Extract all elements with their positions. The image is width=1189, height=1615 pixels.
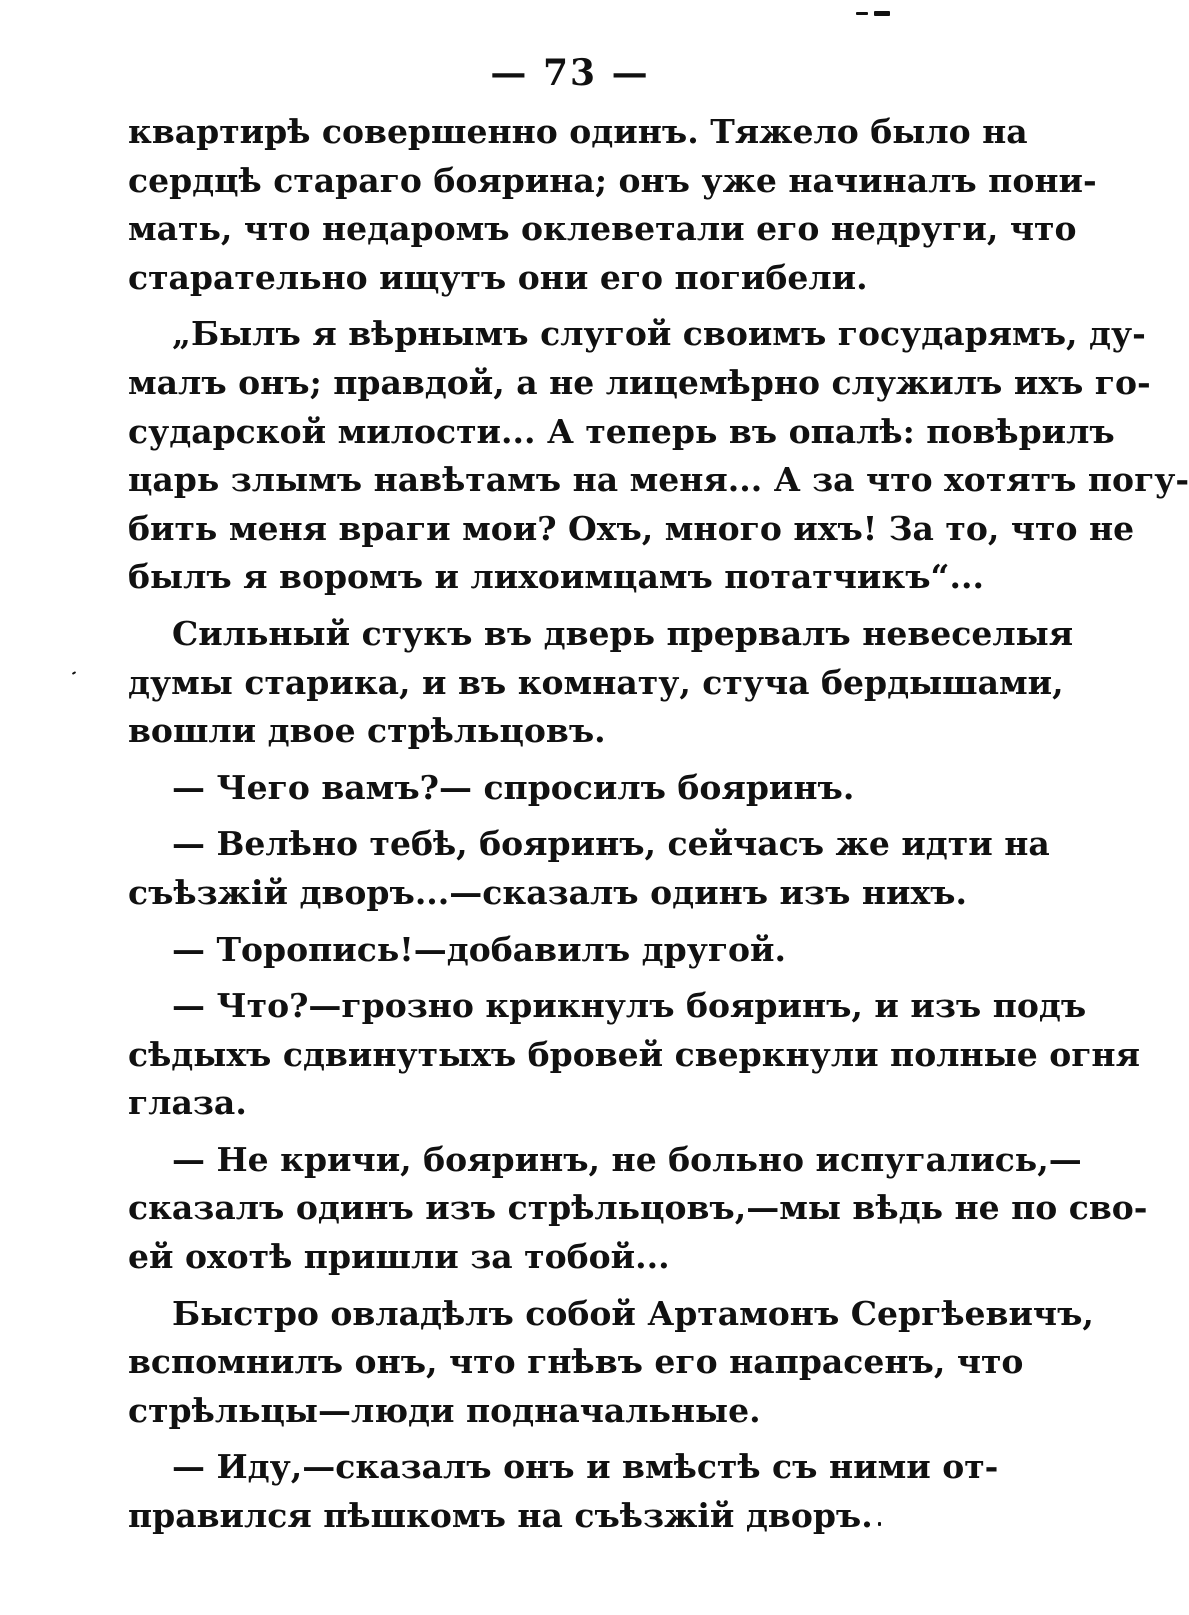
text-line: сударской милости... А теперь въ опалѣ: повѣрилъ [128, 411, 1115, 451]
text-line: старательно ищутъ они его погибели. [128, 257, 868, 297]
text-line: думы старика, и въ комнату, стуча бердышами, [128, 662, 1064, 702]
text-line: правился пѣшкомъ на съѣзжій дворъ. [128, 1496, 873, 1536]
text-line: — Торопись!—добавилъ другой. [172, 929, 787, 969]
text-line: вошли двое стрѣльцовъ. [128, 711, 606, 751]
text-line: „Былъ я вѣрнымъ слугой своимъ государямъ, ду- [172, 314, 1146, 354]
text-line: сердцѣ стараго боярина; онъ уже начиналъ пони- [128, 160, 1097, 200]
ink-mark-top-right-2 [874, 11, 890, 16]
text-line: сѣдыхъ сдвинутыхъ бровей сверкнули полные огня [128, 1034, 1140, 1074]
text-line: — Не кричи, бояринъ, не больно испугались,— [172, 1139, 1082, 1179]
text-line: мать, что недаромъ оклеветали его недруги, что [128, 209, 1077, 249]
ink-speck [72, 671, 76, 675]
text-line: сказалъ одинъ изъ стрѣльцовъ,—мы вѣдь не по сво- [128, 1188, 1148, 1228]
text-line: — Что?—грозно крикнулъ бояринъ, и изъ подъ [172, 986, 1087, 1026]
text-line: Сильный стукъ въ дверь прервалъ невеселыя [172, 613, 1074, 653]
text-line: царь злымъ навѣтамъ на меня... А за что хотятъ погу- [128, 460, 1189, 500]
text-line: малъ онъ; правдой, а не лицемѣрно служилъ ихъ го- [128, 362, 1151, 402]
body-text [128, 108, 1189, 1541]
text-line: квартирѣ совершенно одинъ. Тяжело было на [128, 112, 1028, 151]
page-number: — 73 — [490, 52, 650, 94]
text-line: былъ я воромъ и лихоимцамъ потатчикъ“... [128, 557, 984, 597]
text-line: Быстро овладѣлъ собой Артамонъ Сергѣевичъ, [172, 1293, 1094, 1333]
ink-mark-top-right [856, 12, 868, 15]
text-line: — Велѣно тебѣ, бояринъ, сейчасъ же идти на [172, 824, 1050, 864]
ink-speck [878, 1522, 881, 1526]
text-line: съѣзжій дворъ...—сказалъ одинъ изъ нихъ. [128, 872, 967, 912]
text-line: вспомнилъ онъ, что гнѣвъ его напрасенъ, что [128, 1342, 1024, 1382]
text-line: стрѣльцы—люди подначальные. [128, 1390, 761, 1430]
text-line: ей охотѣ пришли за тобой... [128, 1237, 670, 1277]
text-line: глаза. [128, 1083, 247, 1123]
text-line: бить меня враги мои? Охъ, много ихъ! За то, что не [128, 508, 1135, 548]
text-line: — Чего вамъ?— спросилъ бояринъ. [172, 767, 855, 807]
text-line: — Иду,—сказалъ онъ и вмѣстѣ съ ними от- [172, 1447, 999, 1487]
